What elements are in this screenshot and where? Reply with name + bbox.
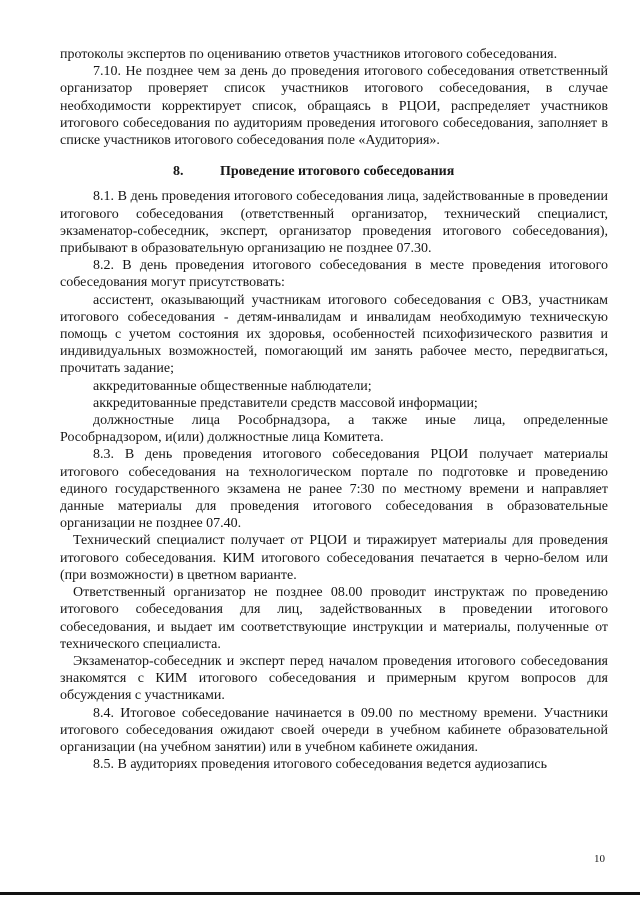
paragraph: Технический специалист получает от РЦОИ и тиражирует материалы для проведения итогового собеседования. КИМ итогового собеседования печатается в черно-белом или (при возможности) в цветном варианте. xyxy=(60,533,608,583)
paragraph: 7.10. Не позднее чем за день до проведения итогового собеседования ответственный организатор проверяет список участников итогового собеседования, в случае необходимости корректирует список, обращаясь в РЦОИ, распределяет участников итогового собеседования по аудиториям проведения итогового собеседования, заполняет в списке участников итогового собеседования поле «Аудитория». xyxy=(60,64,608,149)
paragraphs-before-section xyxy=(60,46,608,149)
paragraph: 8.2. В день проведения итогового собеседования в месте проведения итогового собеседования могут присутствовать: xyxy=(60,258,608,291)
paragraph: Ответственный организатор не позднее 08.00 проводит инструктаж по проведению итогового собеседования для лиц, задействованных в проведении итогового собеседования, и выдает им соответствующие инструкции и материалы, полученные от технического специалиста. xyxy=(60,585,608,652)
paragraph: аккредитованные общественные наблюдатели; xyxy=(93,378,372,394)
section-number: 8. xyxy=(173,164,184,180)
paragraph: Экзаменатор-собеседник и эксперт перед началом проведения итогового собеседования знакомятся с КИМ итогового собеседования и примерным кругом вопросов для обсуждения с участниками. xyxy=(60,653,608,704)
paragraph: должностные лица Рособрнадзора, а также иные лица, определенные Рособрнадзором, и(или) должностные лица Комитета. xyxy=(60,413,608,446)
paragraph: ассистент, оказывающий участникам итогового собеседования с ОВЗ, участникам итогового собеседования - детям-инвалидам и инвалидам необходимую техническую помощь с учетом состояния их здоровья, особенностей психофизического развития и индивидуальных возможностей, помогающий им занять рабочее место, передвигаться, прочитать задание; xyxy=(60,292,608,377)
page-number: 10 xyxy=(594,853,605,865)
paragraph: 8.4. Итоговое собеседование начинается в 09.00 по местному времени. Участники итогового собеседования ожидают своей очереди в учебном кабинете образовательной организации (на учебном занятии) или в учебном кабинете ожидания. xyxy=(60,705,608,755)
section-title: Проведение итогового собеседования xyxy=(220,164,455,180)
section-heading xyxy=(60,163,608,180)
document-body xyxy=(60,46,608,773)
paragraph: 8.5. В аудиториях проведения итогового собеседования ведется аудиозапись xyxy=(93,757,548,773)
paragraph: аккредитованные представители средств массовой информации; xyxy=(93,395,478,411)
paragraph: протоколы экспертов по оцениванию ответов участников итогового собеседования. xyxy=(60,47,558,62)
paragraphs-after-section xyxy=(60,188,608,773)
paragraph: 8.1. В день проведения итогового собеседования лица, задействованные в проведении итогового собеседования (ответственный организатор, технический специалист, экзаменатор-собеседник, эксперт, организатор проведения итогового собеседования), прибывают в образовательную организацию не позднее 07.30. xyxy=(60,189,608,257)
paragraph: 8.3. В день проведения итогового собеседования РЦОИ получает материалы итогового собеседования на технологическом портале по подготовке и проведению единого государственного экзамена не ранее 7:30 по местному времени и направляет данные материалы для проведения итогового собеседования в образовательные организации не позднее 07.40. xyxy=(60,447,608,532)
scan-edge-bar xyxy=(0,892,640,895)
